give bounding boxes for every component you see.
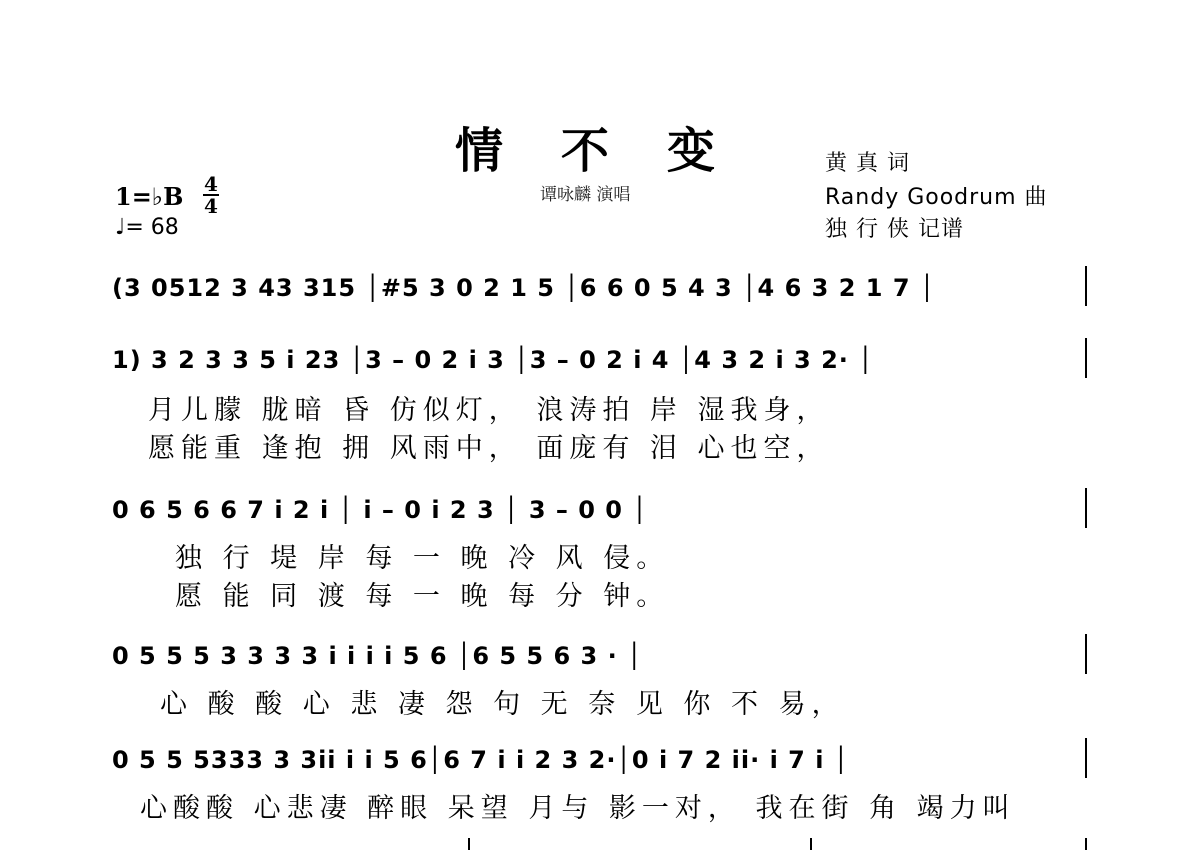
end-barline-4 [1085,634,1087,674]
end-barline-1 [1085,266,1087,306]
time-signature-bottom: 4 [204,194,218,218]
partial-barline-1 [468,838,470,850]
partial-barline-2 [810,838,812,850]
score-line-4: 0 5 5 5 3 3 3 3 i i i i 5 6 │6 5 5 6 3 · │ [112,642,643,670]
song-title: 情不变 [455,123,774,179]
lyric-line-2-verse-1: 月儿朦 胧暗 昏 仿似灯， 浪涛拍 岸 湿我身， [148,395,830,426]
end-barline-5 [1085,738,1087,778]
lyric-line-3-verse-2: 愿 能 同 渡 每 一 晚 每 分 钟。 [175,581,670,612]
score-line-1: (3 0512 3 43 315 │#5 3 0 2 1 5 │6 6 0 5 4 3 │4 6 3 2 1 7 │ [112,274,936,302]
time-signature-top: 4 [204,172,218,196]
score-line-5: 0 5 5 5333 3 3ii i i 5 6│6 7 i i 2 3 2·│0 i 7 2 ii· i 7 i │ [112,746,850,774]
key-signature: 1=♭B [115,182,184,211]
partial-barline-3 [1085,838,1087,850]
end-barline-2 [1085,338,1087,378]
lyric-line-3-verse-1: 独 行 堤 岸 每 一 晚 冷 风 侵。 [175,543,670,574]
composer-credit: Randy Goodrum 曲 [825,185,1048,210]
end-barline-3 [1085,488,1087,528]
lyricist-credit: 黄 真 词 [825,151,910,176]
lyric-line-5: 心酸酸 心悲凄 醉眼 呆望 月与 影一对， 我在街 角 竭力叫 [140,793,1016,824]
score-line-2: 1) 3 2 3 3 5 i 23 │3 – 0 2 i 3 │3 – 0 2 i 4 │4 3 2 i 3 2· │ [112,346,874,374]
lyric-line-2-verse-2: 愿能重 逢抱 拥 风雨中， 面庞有 泪 心也空， [148,433,830,464]
transcriber-credit: 独 行 侠 记谱 [825,217,964,242]
score-line-3: 0 6 5 6 6 7 i 2 i │ i – 0 i 2 3 │ 3 – 0 0 │ [112,496,648,524]
tempo-marking: ♩= 68 [115,215,179,240]
time-signature [203,174,219,216]
lyric-line-4: 心 酸 酸 心 悲 凄 怨 句 无 奈 见 你 不 易， [160,689,845,720]
singer-credit: 谭咏麟 演唱 [540,185,631,205]
